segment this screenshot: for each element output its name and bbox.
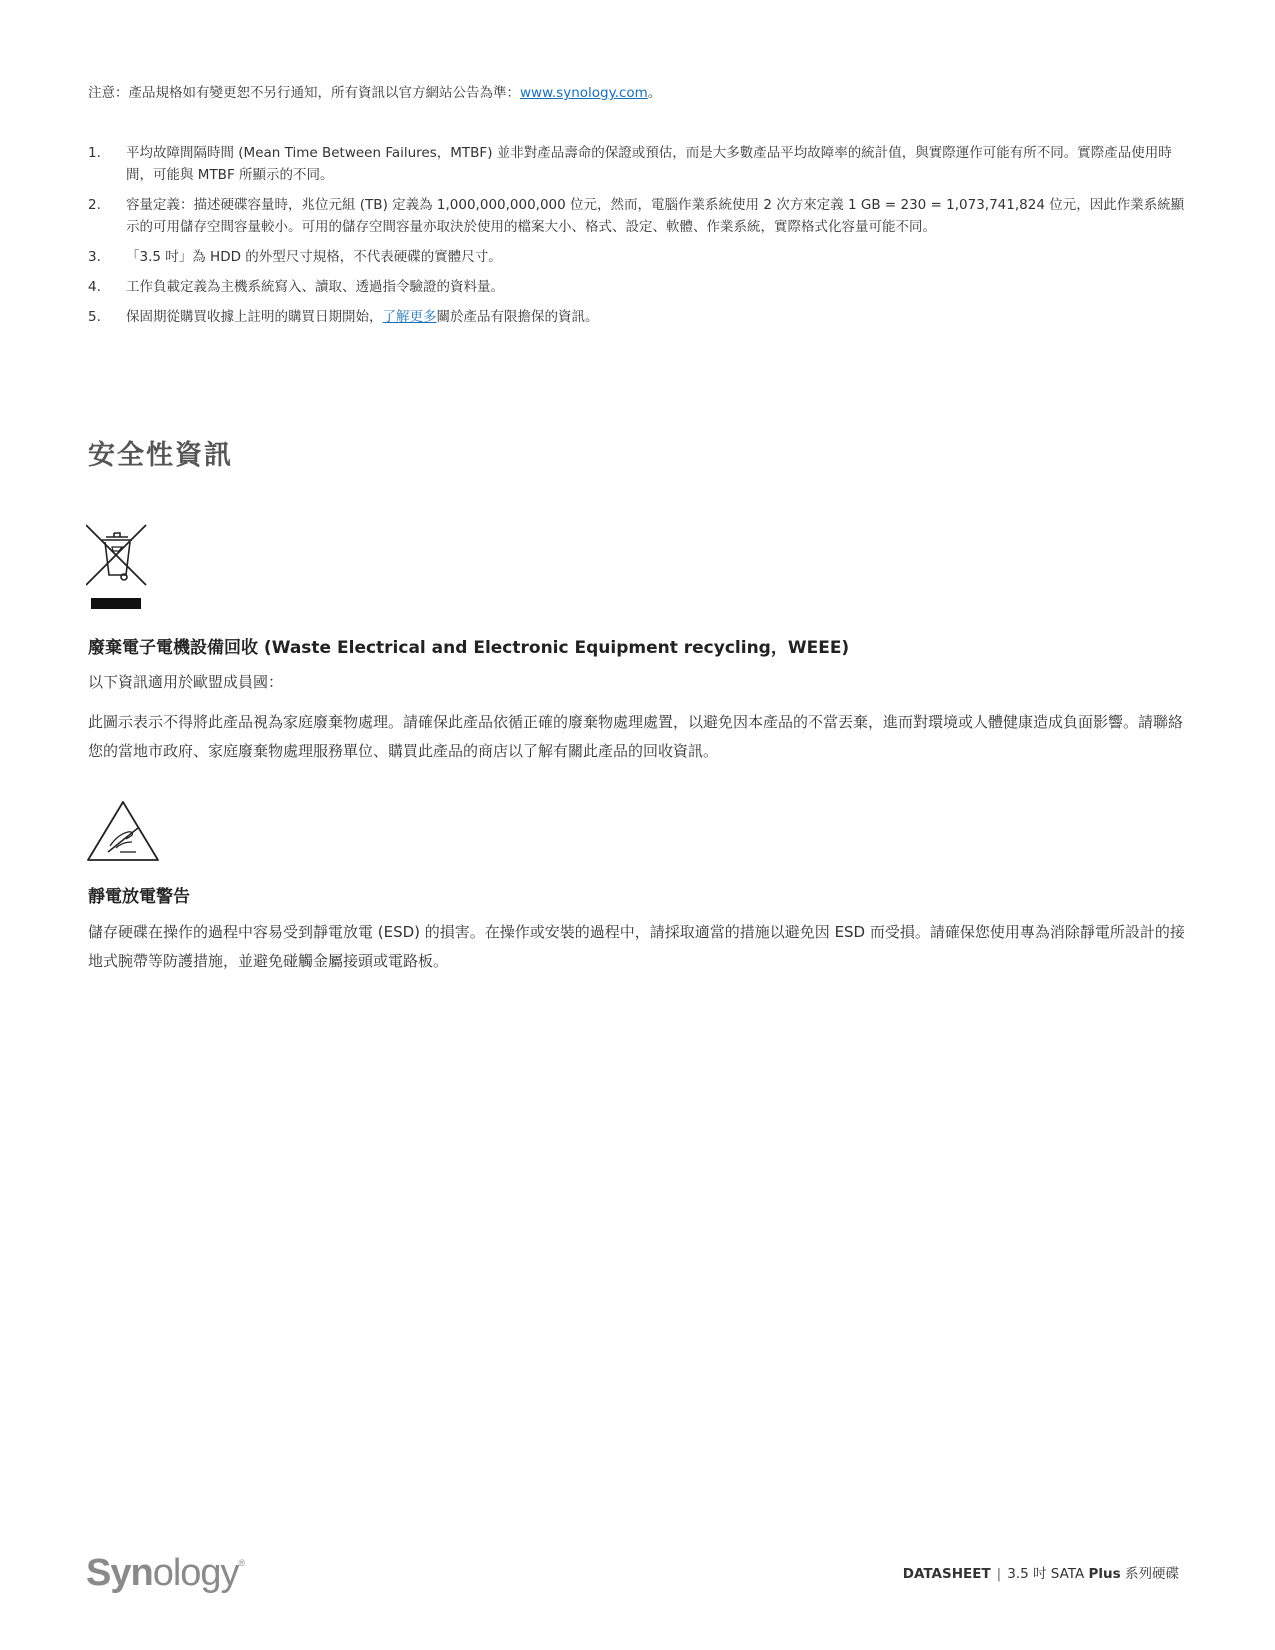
learn-more-link[interactable]: 了解更多: [382, 309, 437, 325]
weee-body: 此圖示表示不得將此產品視為家庭廢棄物處理。請確保此產品依循正確的廢棄物處理處置，以避免因本產品的不當丟棄，進而對環境或人體健康造成負面影響。請聯絡您的當地市政府、家庭廢棄物處理服務單位、購買此產品的商店以了解有關此產品的回收資訊。: [88, 713, 1184, 760]
footnote-item: [88, 142, 1190, 186]
footnote-number: 4.: [88, 279, 101, 295]
note-line: [88, 83, 1188, 103]
esd-heading: 靜電放電警告: [88, 887, 190, 907]
logo-text-rest: ology: [152, 1552, 239, 1594]
footnote-item: [88, 276, 1190, 298]
synology-website-link[interactable]: www.synology.com: [520, 85, 648, 101]
weee-intro: 以下資訊適用於歐盟成員國：: [88, 673, 284, 691]
registered-mark: ®: [238, 1558, 245, 1568]
footnote-text: 平均故障間隔時間 (Mean Time Between Failures，MTBF) 並非對產品壽命的保證或預估，而是大多數產品平均故障率的統計值，與實際運作可能有所不同。實際產品使用時間，可能與 MTBF 所顯示的不同。: [126, 145, 1172, 183]
footnote-text: 容量定義：描述硬碟容量時，兆位元組 (TB) 定義為 1,000,000,000,000 位元，然而，電腦作業系統使用 2 次方來定義 1 GB = 230 = 1,073,741,824 位元，因此作業系統顯示的可用儲存空間容量較小。可用的儲存空間容量亦取決於使用的檔案大小、格式、設定、軟體、作業系統，實際格式化容量可能不同。: [126, 197, 1185, 235]
esd-warning-icon: [86, 800, 160, 862]
footnote-item: [88, 246, 1190, 268]
footnote-suffix: 關於產品有限擔保的資訊。: [436, 309, 599, 325]
footnote-number: 1.: [88, 145, 101, 161]
footnote-list: [88, 142, 1190, 336]
note-text: 注意：產品規格如有變更恕不另行通知，所有資訊以官方網站公告為準：: [88, 85, 520, 101]
weee-crossed-bin-icon: [86, 523, 148, 611]
esd-body: 儲存硬碟在操作的過程中容易受到靜電放電 (ESD) 的損害。在操作或安裝的過程中，請採取適當的措施以避免因 ESD 而受損。請確保您使用專為消除靜電所設計的接地式腕帶等防護措施，並避免碰觸金屬接頭或電路板。: [88, 923, 1185, 970]
footer-doc-title: [903, 1562, 1179, 1582]
datasheet-label: DATASHEET: [902, 1566, 991, 1582]
footnote-number: 2.: [88, 197, 101, 213]
footer-separator: |: [996, 1566, 1002, 1582]
footnote-number: 5.: [88, 309, 101, 325]
synology-logo: [86, 1552, 244, 1595]
product-suffix: 系列硬碟: [1125, 1566, 1179, 1582]
product-prefix: 3.5 吋 SATA: [1007, 1566, 1085, 1582]
note-suffix: 。: [647, 85, 662, 101]
safety-section-title: 安全性資訊: [88, 440, 233, 471]
logo-text-bold: Syn: [86, 1552, 153, 1594]
footnote-text: 工作負載定義為主機系統寫入、讀取、透過指令驗證的資料量。: [126, 279, 504, 295]
footnote-item: [88, 194, 1190, 238]
footnote-text: 「3.5 吋」為 HDD 的外型尺寸規格，不代表硬碟的實體尺寸。: [126, 249, 502, 265]
footnote-text: 保固期從購買收據上註明的購買日期開始，: [126, 309, 383, 325]
weee-heading: 廢棄電子電機設備回收 (Waste Electrical and Electronic Equipment recycling，WEEE): [88, 638, 850, 658]
footnote-item: [88, 306, 1190, 328]
product-bold: Plus: [1088, 1566, 1121, 1582]
footnote-number: 3.: [88, 249, 101, 265]
